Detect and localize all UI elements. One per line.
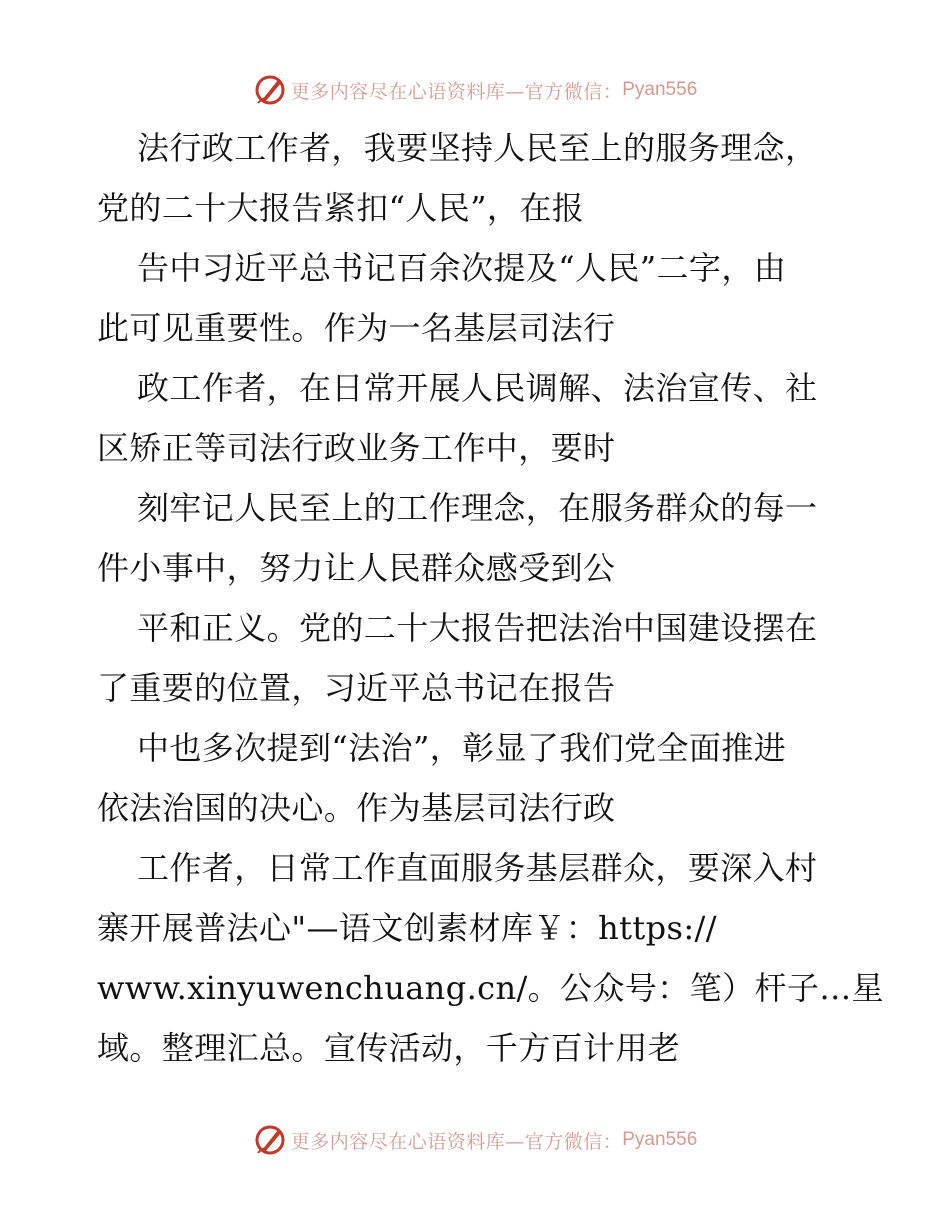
document-body bbox=[97, 118, 885, 1078]
footer-banner bbox=[0, 1120, 950, 1160]
body-line: 此可见重要性。作为一名基层司法行 bbox=[97, 309, 616, 347]
body-line: 政工作者，在日常开展人民调解、法治宣传、社 bbox=[137, 369, 818, 407]
quill-pen-logo-icon bbox=[253, 1123, 287, 1157]
body-line: 依法治国的决心。作为基层司法行政 bbox=[97, 789, 616, 827]
body-line: 区矫正等司法行政业务工作中，要时 bbox=[97, 429, 616, 467]
header-banner-text: 更多内容尽在心语资料库—官方微信： bbox=[290, 80, 623, 103]
footer-banner-wechat-id: Pyan556 bbox=[622, 1129, 698, 1150]
body-line: 寨开展普法心"—语文创素材库￥：https:// bbox=[97, 909, 717, 947]
body-line: 告中习近平总书记百余次提及“人民”二字，由 bbox=[137, 249, 787, 287]
body-line: 域。整理汇总。宣传活动，千方百计用老 bbox=[97, 1029, 681, 1067]
header-banner bbox=[0, 70, 950, 110]
body-line: 平和正义。党的二十大报告把法治中国建设摆在 bbox=[137, 609, 818, 647]
body-line: 件小事中，努力让人民群众感受到公 bbox=[97, 549, 616, 587]
body-line: 刻牢记人民至上的工作理念，在服务群众的每一 bbox=[137, 489, 818, 527]
body-line: 了重要的位置，习近平总书记在报告 bbox=[97, 669, 616, 707]
body-line: 法行政工作者，我要坚持人民至上的服务理念， bbox=[137, 129, 818, 167]
body-line: 党的二十大报告紧扣“人民”，在报 bbox=[97, 189, 585, 227]
body-line: www.xinyuwenchuang.cn/。公众号：笔）杆子…星 bbox=[97, 969, 885, 1007]
quill-pen-logo-icon bbox=[253, 73, 287, 107]
body-line: 工作者，日常工作直面服务基层群众，要深入村 bbox=[137, 849, 818, 887]
header-banner-wechat-id: Pyan556 bbox=[622, 79, 698, 100]
footer-banner-text: 更多内容尽在心语资料库—官方微信： bbox=[290, 1130, 623, 1153]
body-line: 中也多次提到“法治”，彰显了我们党全面推进 bbox=[137, 729, 787, 767]
